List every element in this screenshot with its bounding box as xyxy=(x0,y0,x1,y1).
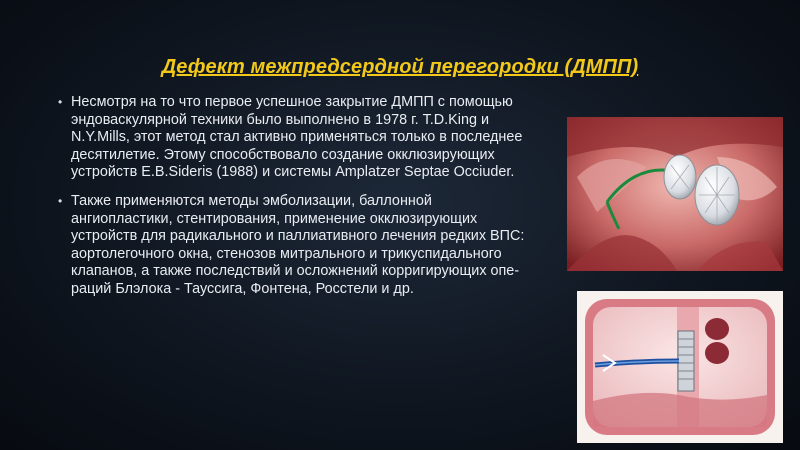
bullet-text: Несмотря на то что первое успешное закрытие ДМПП с помощью эндоваскулярной техники было выполнено в 1978 г. T.D.King и N.Y.Mills, этот метод стал активно применяться только в последнее десятилетие. Этому способствовало создание окклюзирующих устройств E.B.Sideris (1988) и системы Amplatzer Septae Occiuder. xyxy=(71,94,523,181)
bullet-marker: • xyxy=(58,95,63,109)
bullet-list xyxy=(58,94,536,299)
heart-occluder-illustration xyxy=(567,117,783,271)
bullet-marker: • xyxy=(58,193,63,208)
bullet-item xyxy=(58,193,536,299)
bullet-text: Также применяются методы эмболизации, баллонной ангиопластики, стентирования, применение окклюзирующих устройств для радикального и паллиативного лечения редких ВПС: аортолегочного окна, стенозов митрального и трикуспидального клапанов, а также последствий и осложнений корригирующих опе-раций Блэлока - Тауссига, Фонтена, Росстели и др. xyxy=(71,192,525,297)
bullet-item xyxy=(58,94,536,182)
septal-occluder-diagram xyxy=(577,291,783,443)
slide-title: Дефект межпредсердной перегородки (ДМПП) xyxy=(161,56,639,78)
